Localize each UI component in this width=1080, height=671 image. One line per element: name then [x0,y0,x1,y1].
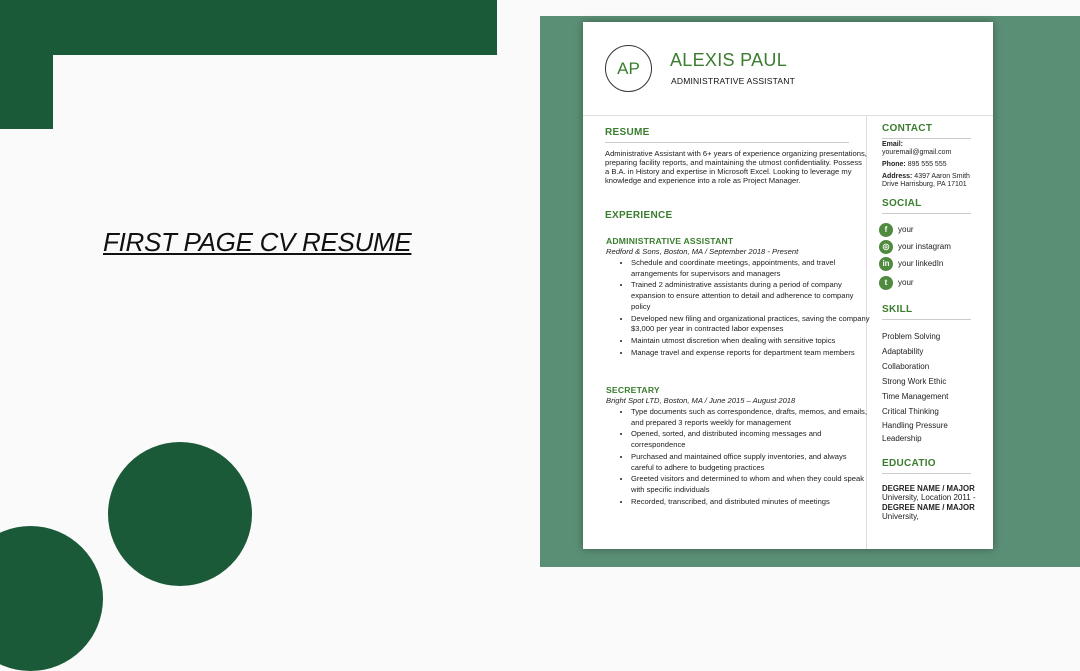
job-bullet: • Developed new filing and organizational practices, saving the company $3,000 per year in contracted labor expenses [631,314,871,335]
social-label: your [898,278,914,287]
job-title: ADMINISTRATIVE ASSISTANT [606,236,734,246]
section-heading-experience: EXPERIENCE [605,210,673,221]
job-bullets [606,407,871,507]
linkedin-icon: in [879,257,893,271]
social-item [879,257,989,270]
phone-value: 895 555 555 [907,161,947,168]
job-entry [606,385,871,508]
school-line: University, [882,511,919,521]
job-bullet: • Opened, sorted, and distributed incoming messages and correspondence [631,429,871,450]
twitter-icon: t [879,276,893,290]
section-heading-social: SOCIAL [882,198,971,214]
education-block [882,484,982,521]
email-value: youremail@gmail.com [882,149,952,156]
address-label: Address: [882,173,913,180]
social-item [879,276,989,289]
candidate-name: ALEXIS PAUL [670,50,788,70]
job-bullet: • Purchased and maintained office supply inventories, and always careful to adhere to budgeting practices [631,452,871,473]
section-heading-resume: RESUME [605,127,849,143]
resume-header [583,22,993,116]
skill-item: Collaboration [882,362,930,371]
instagram-icon: ◎ [879,240,893,254]
decor-top-bar [0,0,497,55]
section-heading-skill: SKILL [882,304,971,320]
resume-page [583,22,993,549]
summary-text: Administrative Assistant with 6+ years of experience organizing presentations, preparing facility reports, and maintaining the utmost confidentiality. Possess a B.A. in History and expertise in Microsoft Excel. Looking to leverage my knowledge and experience into a role as Project Manager. [605,149,867,185]
section-heading-contact: CONTACT [882,123,971,139]
job-bullet: • Greeted visitors and determined to whom and when they could speak with specific individuals [631,474,871,495]
job-bullet: • Schedule and coordinate meetings, appointments, and travel arrangements for supervisors and managers [631,258,871,279]
skill-item: Time Management [882,392,949,401]
section-heading-education: EDUCATIO [882,458,971,474]
social-label: your instagram [898,242,951,251]
decor-left-bar [0,0,53,129]
decor-circle-large [108,442,252,586]
job-bullet: • Maintain utmost discretion when dealing with sensitive topics [631,336,871,347]
facebook-icon: f [879,223,893,237]
skill-item: Leadership [882,434,922,443]
skill-item: Critical Thinking [882,407,939,416]
job-bullet: • Type documents such as correspondence, drafts, memos, and emails, and prepared 3 reports weekly for management [631,407,871,428]
degree-name: DEGREE NAME / MAJOR [882,502,975,512]
job-meta: Redford & Sons, Boston, MA / September 2018 - Present [606,247,799,256]
job-bullet: • Trained 2 administrative assistants during a period of company expansion to ensure attention to detail and adherence to company policy [631,280,871,312]
job-bullet: • Recorded, transcribed, and distributed minutes of meetings [631,497,871,508]
email-label: Email: [882,141,904,148]
social-item [879,223,989,236]
skill-item: Strong Work Ethic [882,377,947,386]
job-entry [606,236,871,359]
school-line: University, Location 2011 - [882,493,976,503]
job-title: SECRETARY [606,385,660,395]
monogram: AP [605,45,652,92]
skill-item: Problem Solving [882,332,941,341]
social-label: your [898,225,914,234]
job-bullet: • Manage travel and expense reports for department team members [631,348,871,359]
job-bullets [606,258,871,358]
address-value: 4397 Aaron Smith Drive Harrisburg, PA 17101 [882,173,970,188]
social-item [879,240,989,253]
slide-title: FIRST PAGE CV RESUME [103,227,412,257]
social-label: your linkedIn [898,259,944,268]
skill-item: Adaptability [882,347,924,356]
decor-circle-small [0,526,103,671]
phone-label: Phone: [882,161,906,168]
job-meta: Bright Spot LTD, Boston, MA / June 2015 – August 2018 [606,396,796,405]
candidate-title: ADMINISTRATIVE ASSISTANT [671,76,795,86]
degree-name: DEGREE NAME / MAJOR [882,484,975,493]
skill-item: Handling Pressure [882,421,948,430]
contact-block [882,141,982,193]
